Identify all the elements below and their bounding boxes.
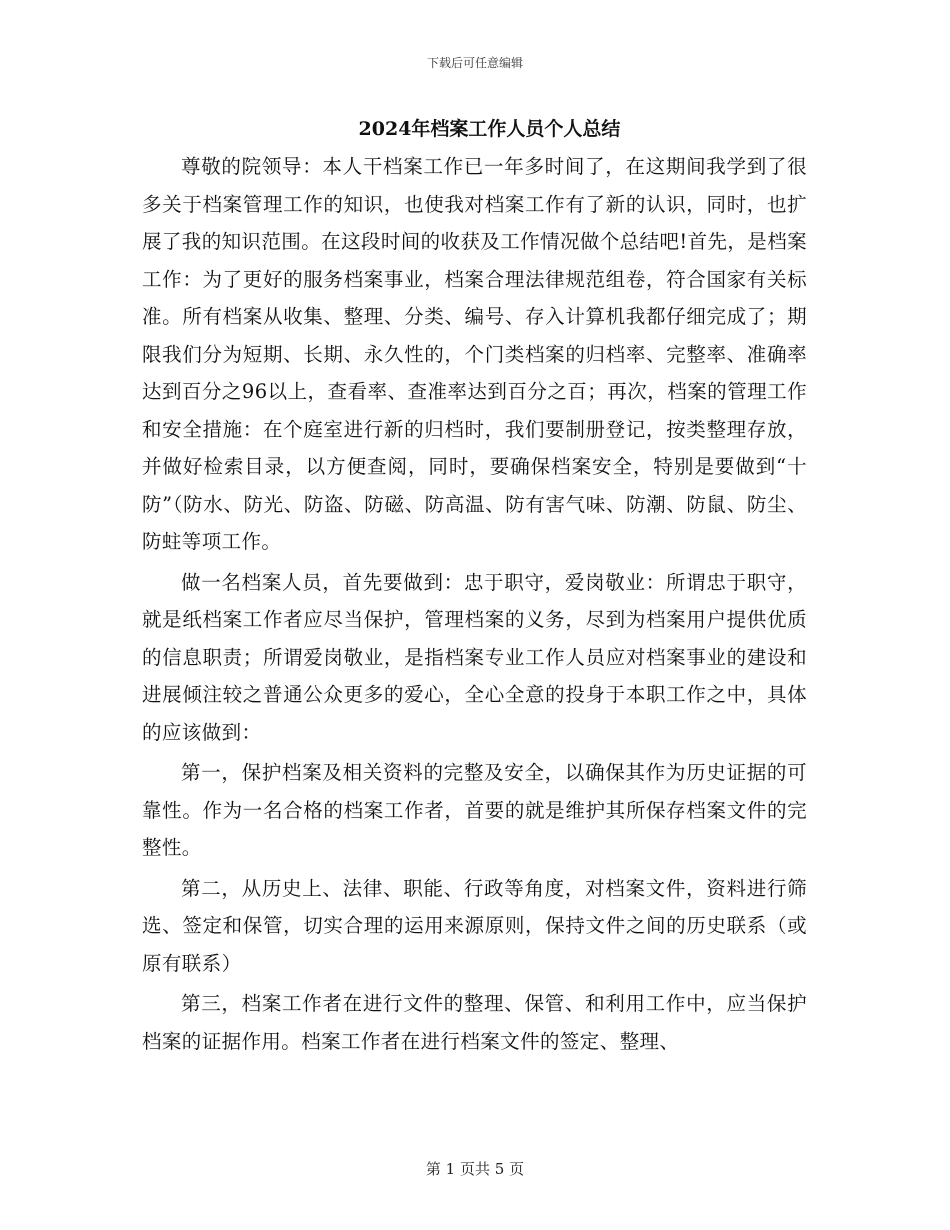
paragraph-3: 第一，保护档案及相关资料的完整及安全，以确保其作为历史证据的可靠性。作为一名合格的档案工作者，首要的就是维护其所保存档案文件的完整性。 xyxy=(142,761,807,859)
paragraph-1: 尊敬的院领导：本人干档案工作已一年多时间了，在这期间我学到了很多关于档案管理工作的知识，也使我对档案工作有了新的认识，同时，也扩展了我的知识范围。在这段时间的收获及工作情况做个总结吧!首先，是档案工作：为了更好的服务档案事业，档案合理法律规范组卷，符合国家有关标准。所有档案从收集、整理、分类、编号、存入计算机我都仔细完成了；期限我们分为短期、长期、永久性的，个门类档案的归档率、完整率、准确率达到百分之96以上，查看率、查准率达到百分之百；再次，档案的管理工作和安全措施：在个庭室进行新的归档时，我们要制册登记，按类整理存放，并做好检索目录，以方便查阅，同时，要确保档案安全，特别是要做到“十防”（防水、防光、防盗、防磁、防高温、防有害气味、防潮、防鼠、防尘、防蛀等项工作。 xyxy=(142,155,807,553)
paragraph-2: 做一名档案人员，首先要做到：忠于职守，爱岗敬业：所谓忠于职守，就是纸档案工作者应尽当保护，管理档案的义务，尽到为档案用户提供优质的信息职责；所谓爱岗敬业，是指档案专业工作人员应对档案事业的建设和进展倾注较之普通公众更多的爱心，全心全意的投身于本职工作之中，具体的应该做到： xyxy=(142,570,807,744)
page-footer-number: 第 1 页共 5 页 xyxy=(425,1160,525,1178)
page-header-note: 下载后可任意编辑 xyxy=(426,56,523,70)
document-body xyxy=(142,113,807,1063)
paragraph-4: 第二，从历史上、法律、职能、行政等角度，对档案文件，资料进行筛选、签定和保管，切实合理的运用来源原则，保持文件之间的历史联系（或原有联系） xyxy=(142,876,807,975)
document-title: 2024年档案工作人员个人总结 xyxy=(358,118,621,140)
paragraph-5: 第三，档案工作者在进行文件的整理、保管、和利用工作中，应当保护档案的证据作用。档案工作者在进行档案文件的签定、整理、 xyxy=(142,992,807,1053)
